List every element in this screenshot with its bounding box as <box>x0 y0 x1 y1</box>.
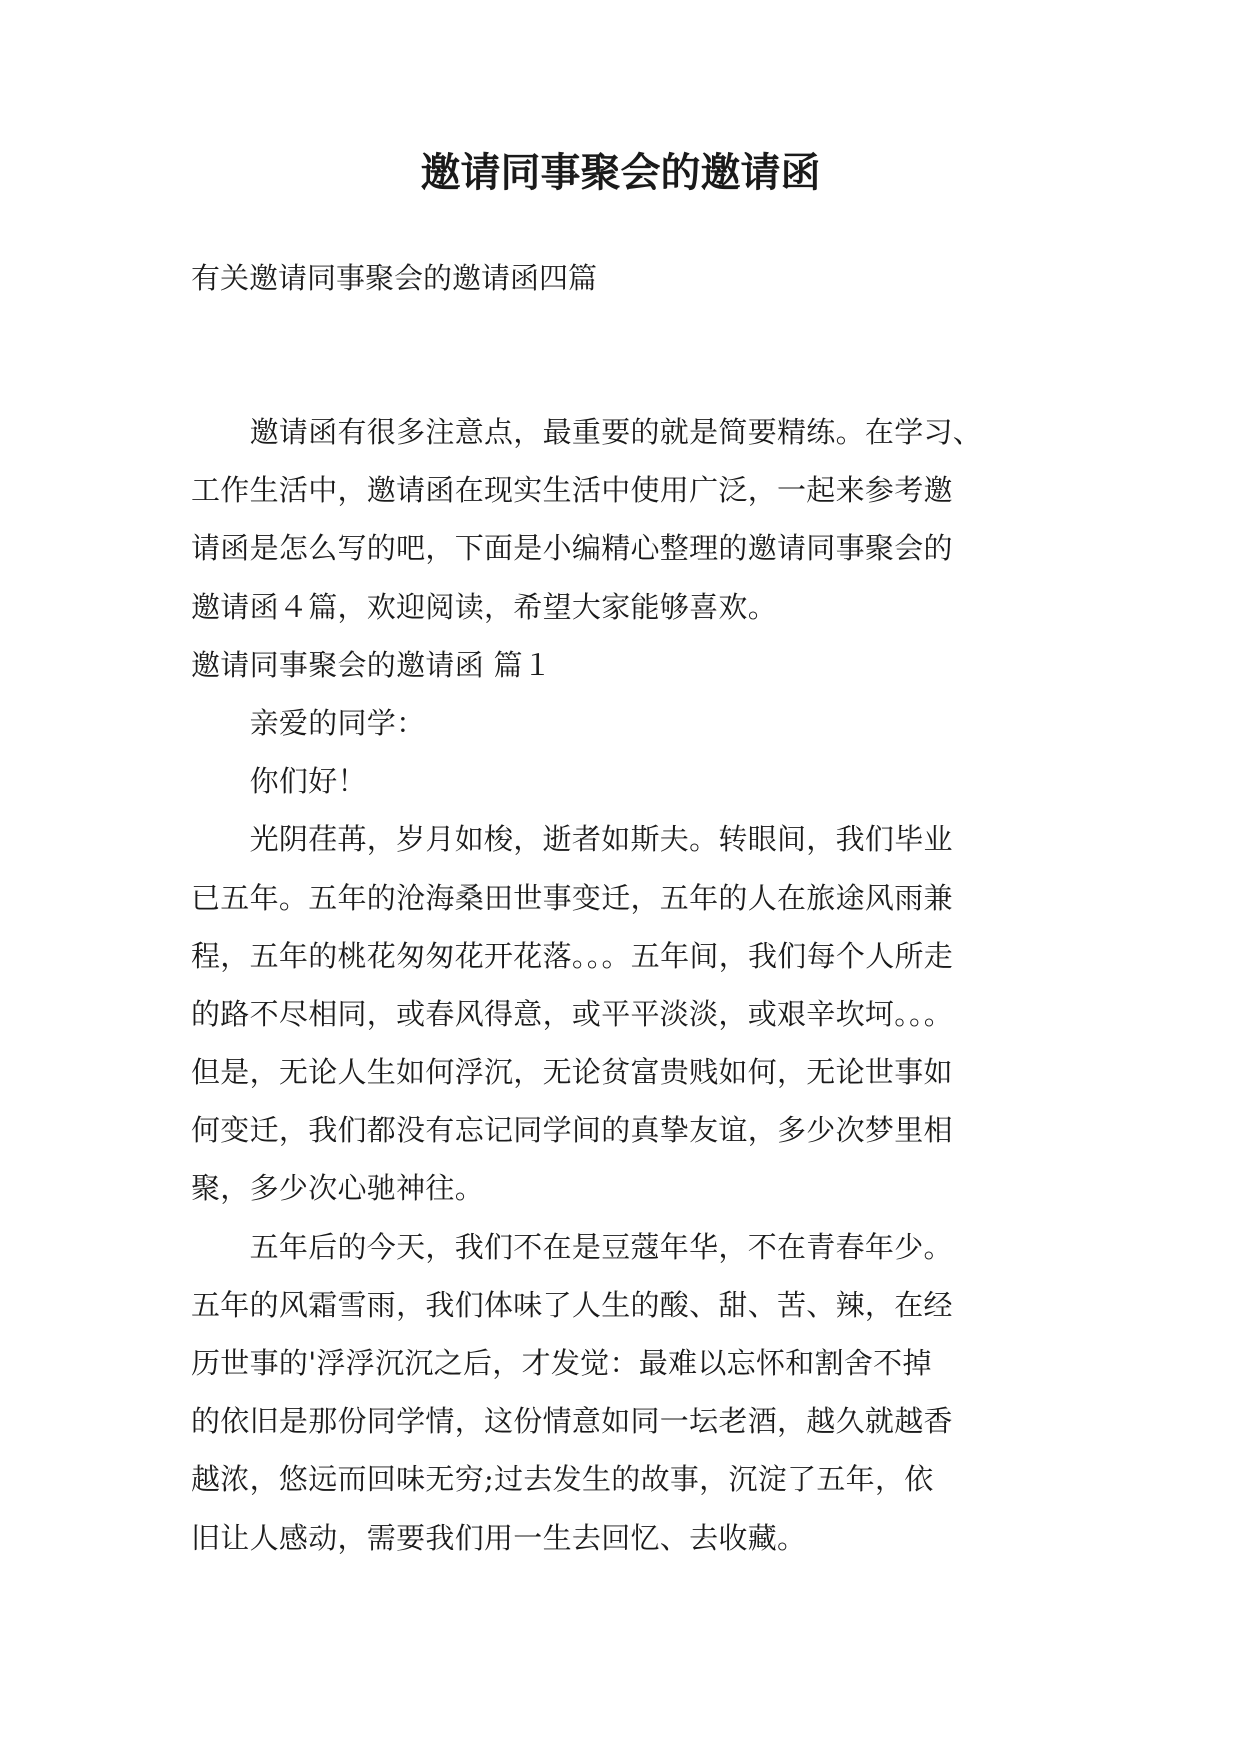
body-line: 历世事的'浮浮沉沉之后，才发觉：最难以忘怀和割舍不掉 <box>191 1346 932 1380</box>
body-line: 已五年。五年的沧海桑田世事变迁，五年的人在旅途风雨兼 <box>191 880 953 915</box>
body-line: 请函是怎么写的吧，下面是小编精心整理的邀请同事聚会的 <box>191 531 953 566</box>
body-line: 何变迁，我们都没有忘记同学间的真挚友谊，多少次梦里相 <box>191 1113 953 1148</box>
body-line: 程，五年的桃花匆匆花开花落。。。五年间，我们每个人所走 <box>191 938 954 973</box>
document-title: 邀请同事聚会的邀请函 <box>420 149 821 196</box>
section-heading: 邀请同事聚会的邀请函 篇１ <box>191 647 553 682</box>
body-line: 聚，多少次心驰神往。 <box>191 1171 485 1206</box>
body-line: 的依旧是那份同学情，这份情意如同一坛老酒，越久就越香 <box>191 1404 953 1439</box>
body-line: 光阴荏苒，岁月如梭，逝者如斯夫。转眼间，我们毕业 <box>191 822 953 857</box>
body-line: 的路不尽相同，或春风得意，或平平淡淡，或艰辛坎坷。。。 <box>191 996 954 1031</box>
body-line: 邀请函有很多注意点，最重要的就是简要精练。在学习、 <box>191 415 983 449</box>
greeting: 你们好！ <box>191 764 367 799</box>
body-line: 旧让人感动，需要我们用一生去回忆、去收藏。 <box>191 1520 807 1555</box>
body-line: 工作生活中，邀请函在现实生活中使用广泛，一起来参考邀 <box>191 473 953 508</box>
salutation: 亲爱的同学： <box>191 705 426 740</box>
body-line: 五年的风霜雪雨，我们体味了人生的酸、甜、苦、辣，在经 <box>191 1287 953 1322</box>
body-line: 越浓，悠远而回味无穷;过去发生的故事，沉淀了五年，依 <box>191 1462 934 1497</box>
document-body <box>191 412 1071 1576</box>
document-subtitle: 有关邀请同事聚会的邀请函四篇 <box>191 261 598 295</box>
body-line: 五年后的今天，我们不在是豆蔻年华，不在青春年少。 <box>191 1229 953 1264</box>
body-line: 邀请函４篇，欢迎阅读，希望大家能够喜欢。 <box>191 589 778 624</box>
body-line: 但是，无论人生如何浮沉，无论贫富贵贱如何，无论世事如 <box>191 1055 953 1090</box>
